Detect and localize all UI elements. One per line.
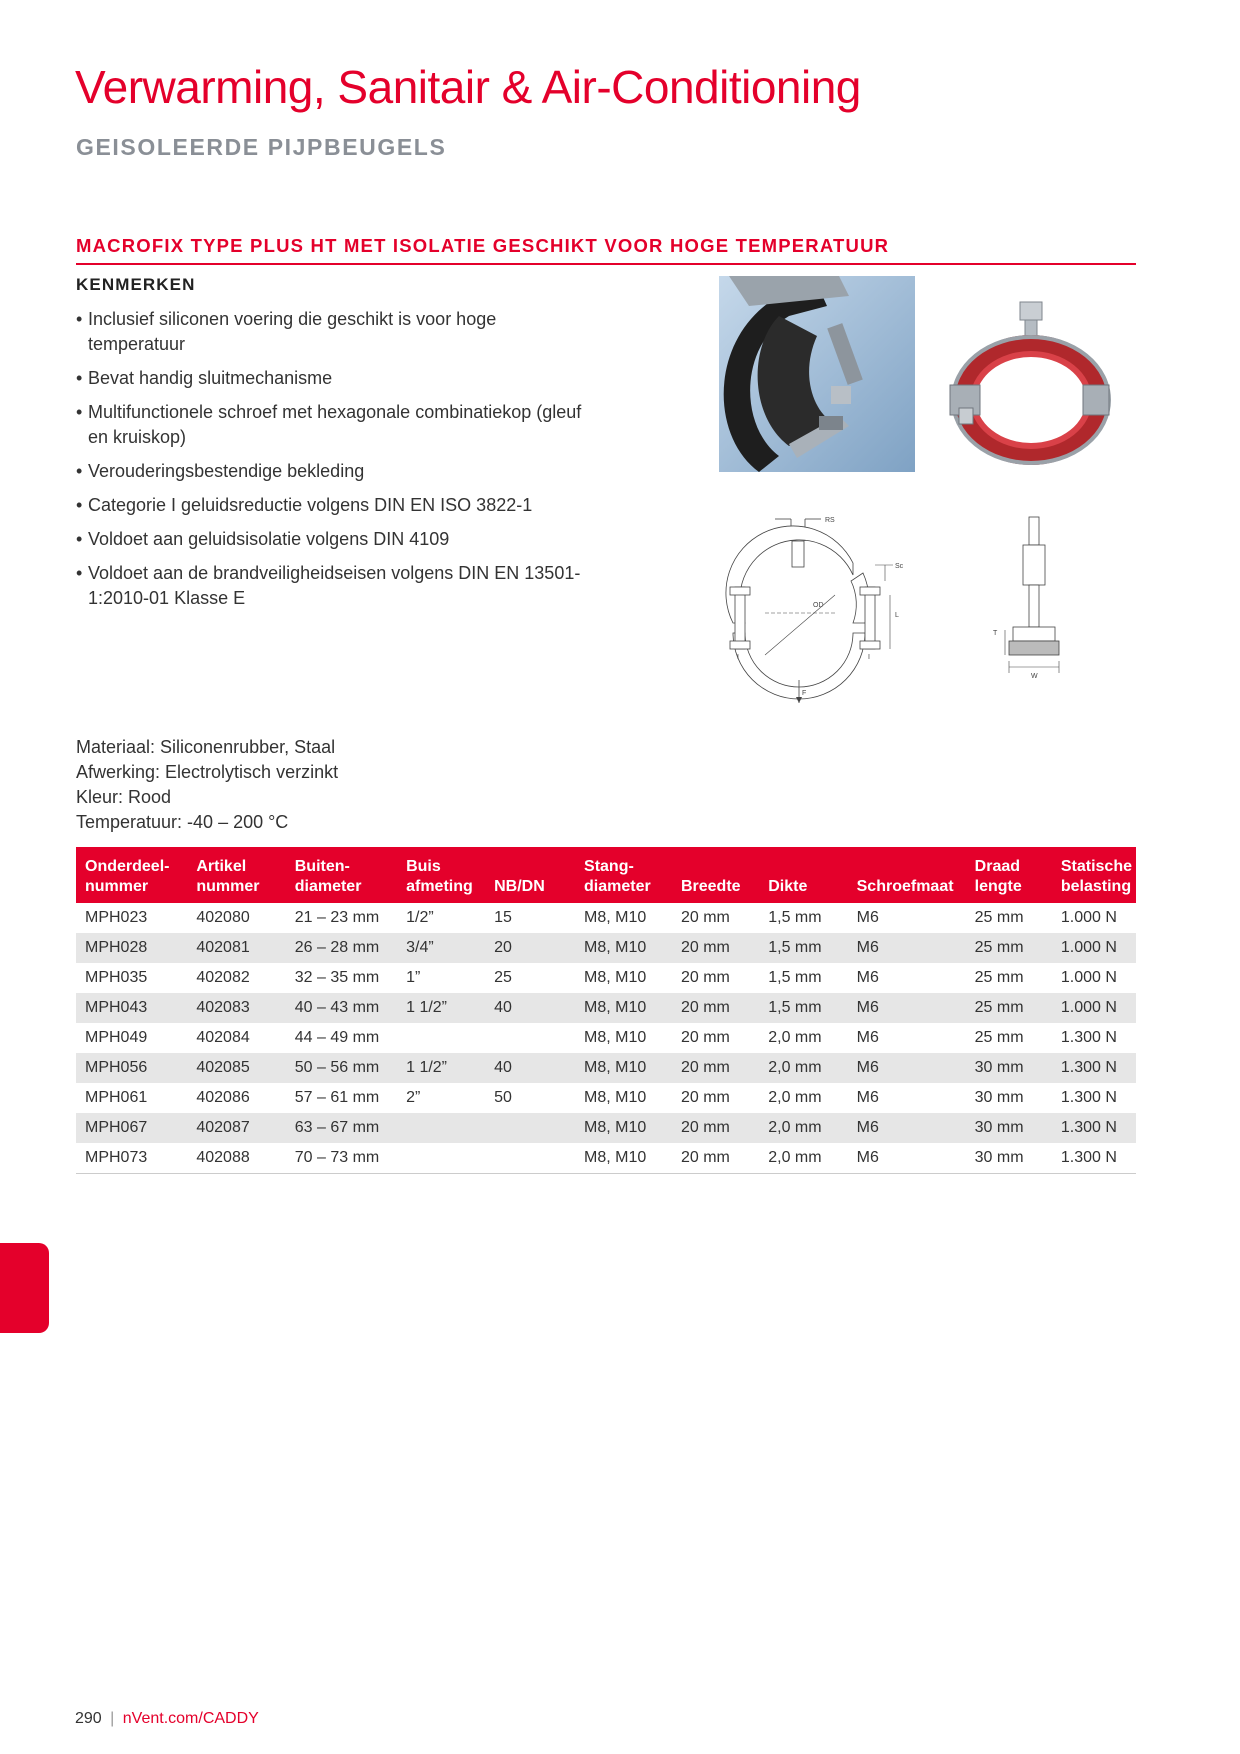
cell: M8, M10 (584, 1089, 647, 1106)
cell: 1.000 N (1060, 969, 1117, 986)
cell: 1.000 N (1052, 993, 1136, 1023)
section-title: MACROFIX TYPE PLUS HT MET ISOLATIE GESCHIKT VOOR HOGE TEMPERATUUR (76, 235, 1136, 265)
table-header-row (76, 847, 1136, 903)
cell: 1” (406, 969, 421, 986)
cell: 402084 (196, 1029, 250, 1046)
col-header: Buiten- diameter (286, 847, 397, 903)
table-row (76, 1053, 1136, 1083)
cell: 1,5 mm (768, 969, 822, 986)
cell: 1,5 mm (768, 909, 822, 926)
cell: 402081 (187, 933, 285, 963)
col-header: Schroefmaat (848, 847, 966, 903)
cell: M6 (848, 1113, 966, 1143)
cell: M6 (848, 1143, 966, 1174)
cell: 50 – 56 mm (286, 1053, 397, 1083)
page-number: 290 (75, 1710, 102, 1727)
footer-separator: | (110, 1710, 115, 1727)
cell: M8, M10 (575, 1143, 672, 1174)
cell: 402087 (187, 1113, 285, 1143)
cell: 40 (485, 993, 575, 1023)
label-w: W (1031, 673, 1038, 680)
cell: MPH028 (76, 933, 187, 963)
cell: M6 (848, 933, 966, 963)
table-row (76, 903, 1136, 933)
cell: M6 (856, 1029, 879, 1046)
cell: 20 mm (672, 1143, 759, 1174)
cell: 20 mm (672, 933, 759, 963)
page-subtitle: GEISOLEERDE PIJPBEUGELS (76, 134, 447, 160)
cell: 402082 (196, 969, 250, 986)
cell: MPH043 (76, 993, 187, 1023)
feature-item: • Voldoet aan de brandveiligheidseisen volgens DIN EN 13501-1:2010-01 Klasse E (76, 561, 596, 611)
cell: MPH023 (85, 909, 148, 926)
product-table (76, 847, 1136, 1174)
cell: 25 mm (966, 993, 1052, 1023)
page-title: Verwarming, Sanitair & Air-Conditioning (75, 61, 861, 113)
col-header: Breedte (672, 847, 759, 903)
cell: 21 – 23 mm (294, 909, 380, 926)
cell: 20 mm (680, 969, 730, 986)
col-header: Onderdeel- nummer (76, 847, 187, 903)
cell: 26 – 28 mm (286, 933, 397, 963)
cell: 20 mm (680, 1089, 730, 1106)
label-f: F (802, 690, 807, 697)
cell (485, 1143, 575, 1174)
cell: M6 (856, 1089, 879, 1106)
cell: 25 mm (974, 969, 1024, 986)
cell: 402086 (196, 1089, 250, 1106)
cell: 15 (494, 909, 512, 926)
cell: M8, M10 (584, 909, 647, 926)
cell: MPH035 (85, 969, 148, 986)
cell: 50 (494, 1089, 512, 1106)
spec-line: Materiaal: Siliconenrubber, Staal (76, 737, 336, 757)
cell (397, 1023, 485, 1053)
cell: 402083 (187, 993, 285, 1023)
cell: 44 – 49 mm (294, 1029, 380, 1046)
cell: 2,0 mm (768, 1029, 822, 1046)
cell: 2,0 mm (759, 1053, 847, 1083)
cell: M8, M10 (575, 1053, 672, 1083)
cell: 1.300 N (1052, 1113, 1136, 1143)
col-header: NB/DN (485, 847, 575, 903)
cell: 1/2” (406, 909, 434, 926)
table-row (76, 1113, 1136, 1143)
cell: 1.300 N (1060, 1029, 1117, 1046)
cell: MPH073 (76, 1143, 187, 1174)
feature-item: • Multifunctionele schroef met hexagonale combinatiekop (gleuf en kruiskop) (76, 400, 596, 450)
cell: MPH056 (76, 1053, 187, 1083)
cell: 20 mm (672, 993, 759, 1023)
material-specs (76, 735, 338, 835)
cell: 402088 (187, 1143, 285, 1174)
cell: 1,5 mm (759, 993, 847, 1023)
cell: 1,5 mm (759, 933, 847, 963)
cell: M6 (856, 969, 879, 986)
cell: M6 (856, 909, 879, 926)
cell: 30 mm (974, 1089, 1024, 1106)
website-link[interactable]: nVent.com/CADDY (122, 1710, 259, 1727)
label-sc: Sc (895, 563, 904, 570)
label-t: T (993, 630, 998, 637)
cell: 30 mm (966, 1113, 1052, 1143)
cell: MPH067 (76, 1113, 187, 1143)
page-footer (75, 1710, 259, 1728)
cell: 57 – 61 mm (294, 1089, 380, 1106)
feature-item: • Bevat handig sluitmechanisme (76, 366, 596, 391)
cell: M6 (848, 993, 966, 1023)
cell: 25 mm (974, 909, 1024, 926)
cell: 63 – 67 mm (286, 1113, 397, 1143)
table-row (76, 993, 1136, 1023)
cell: 30 mm (966, 1053, 1052, 1083)
label-l: L (895, 612, 899, 619)
col-header: Artikel nummer (187, 847, 285, 903)
cell: 402080 (196, 909, 250, 926)
feature-item: • Verouderingsbestendige bekleding (76, 459, 596, 484)
cell: M6 (848, 1053, 966, 1083)
cell: 30 mm (966, 1143, 1052, 1174)
feature-item: • Inclusief siliconen voering die geschikt is voor hoge temperatuur (76, 307, 596, 357)
technical-drawing-side (985, 515, 1085, 705)
cell: M8, M10 (575, 993, 672, 1023)
technical-drawing-front (725, 505, 965, 705)
col-header: Draad lengte (966, 847, 1052, 903)
table-row (76, 963, 1136, 993)
cell: 20 mm (672, 1113, 759, 1143)
spec-line: Temperatuur: -40 – 200 °C (76, 812, 289, 832)
label-od: OD (813, 602, 824, 609)
cell: 1 1/2” (397, 993, 485, 1023)
cell: 20 mm (672, 1053, 759, 1083)
cell: 25 mm (974, 1029, 1024, 1046)
spec-line: Kleur: Rood (76, 787, 172, 807)
cell: M8, M10 (575, 933, 672, 963)
cell: 40 – 43 mm (286, 993, 397, 1023)
cell: 1 1/2” (397, 1053, 485, 1083)
col-header: Statische belasting (1052, 847, 1136, 903)
table-row (76, 1083, 1136, 1113)
cell: MPH049 (85, 1029, 148, 1046)
cell: 40 (485, 1053, 575, 1083)
chapter-tab (0, 1243, 49, 1333)
cell: 1.300 N (1052, 1143, 1136, 1174)
cell: M8, M10 (575, 1113, 672, 1143)
cell: M8, M10 (584, 1029, 647, 1046)
cell: 20 (485, 933, 575, 963)
features-list (76, 307, 596, 620)
cell: 25 (494, 969, 512, 986)
table-row (76, 933, 1136, 963)
cell: 1.000 N (1060, 909, 1117, 926)
cell: 1.300 N (1060, 1089, 1117, 1106)
cell: 402085 (187, 1053, 285, 1083)
label-i-right: I (868, 654, 870, 661)
cell: 2,0 mm (768, 1089, 822, 1106)
cell (485, 1023, 575, 1053)
cell: 3/4” (397, 933, 485, 963)
label-i-left: I (737, 654, 739, 661)
features-heading: KENMERKEN (76, 275, 196, 294)
col-header: Dikte (759, 847, 847, 903)
feature-item: • Categorie I geluidsreductie volgens DIN EN ISO 3822-1 (76, 493, 596, 518)
spec-line: Afwerking: Electrolytisch verzinkt (76, 762, 339, 782)
table-row (76, 1023, 1136, 1053)
cell: 1.300 N (1052, 1053, 1136, 1083)
cell: 70 – 73 mm (286, 1143, 397, 1174)
cell: MPH061 (85, 1089, 148, 1106)
product-photo-red-clamp (945, 290, 1115, 475)
cell (397, 1113, 485, 1143)
label-rs: RS (825, 517, 835, 524)
product-photo-closeup (719, 276, 915, 472)
cell: 20 mm (680, 1029, 730, 1046)
cell: 25 mm (966, 933, 1052, 963)
feature-item: • Voldoet aan geluidsisolatie volgens DIN 4109 (76, 527, 596, 552)
table-row (76, 1143, 1136, 1174)
cell: 1.000 N (1052, 933, 1136, 963)
cell (485, 1113, 575, 1143)
cell: 2,0 mm (759, 1143, 847, 1174)
col-header: Buis afmeting (397, 847, 485, 903)
cell: 2” (406, 1089, 421, 1106)
cell (397, 1143, 485, 1174)
cell: 20 mm (680, 909, 730, 926)
cell: 2,0 mm (759, 1113, 847, 1143)
col-header: Stang- diameter (575, 847, 672, 903)
cell: 32 – 35 mm (294, 969, 380, 986)
cell: M8, M10 (584, 969, 647, 986)
